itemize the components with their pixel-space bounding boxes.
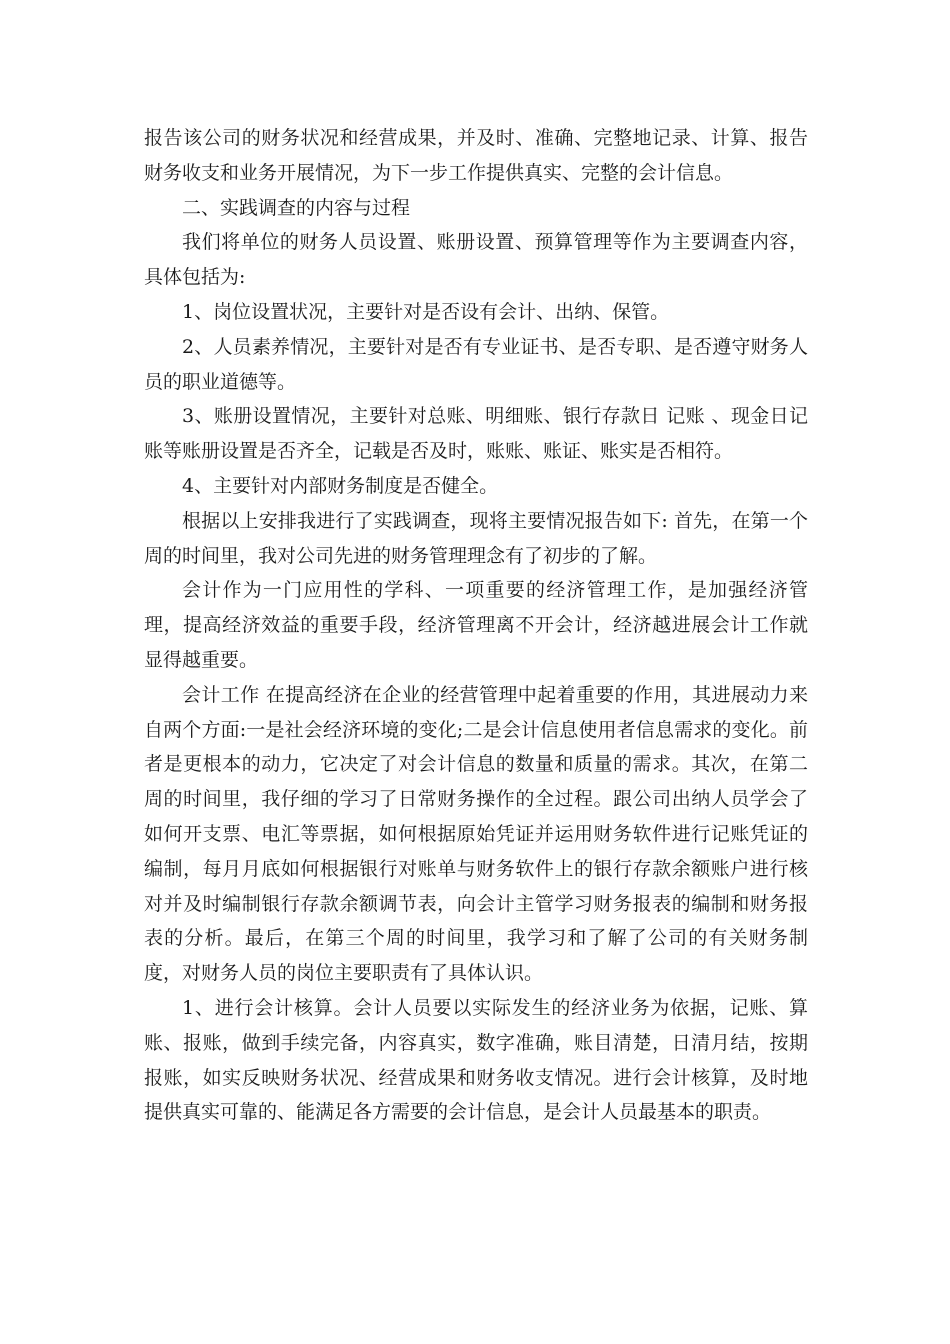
paragraph: 会计工作 在提高经济在企业的经营管理中起着重要的作用，其进展动力来自两个方面:一是社会经济环境的变化;二是会计信息使用者信息需求的变化。前者是更根本的动力，它决定了对会计信息的数量和质量的需求。其次，在第二周的时间里，我仔细的学习了日常财务操作的全过程。跟公司出纳人员学会了如何开支票、电汇等票据，如何根据原始凭证并运用财务软件进行记账凭证的编制，每月月底如何根据银行对账单与财务软件上的银行存款余额账户进行核对并及时编制银行存款余额调节表，向会计主管学习财务报表的编制和财务报表的分析。最后，在第三个周的时间里，我学习和了解了公司的有关财务制度，对财务人员的岗位主要职责有了具体认识。: [144, 683, 808, 985]
list-item: 3、账册设置情况，主要针对总账、明细账、银行存款日 记账 、现金日记账等账册设置是否齐全，记载是否及时，账账、账证、账实是否相符。: [144, 405, 808, 463]
document-body: [144, 121, 808, 1130]
list-item: 1、进行会计核算。会计人员要以实际发生的经济业务为依据，记账、算账、报账，做到手续完备，内容真实，数字准确，账目清楚，日清月结，按期报账，如实反映财务状况、经营成果和财务收支情况。进行会计核算，及时地提供真实可靠的、能满足各方需要的会计信息，是会计人员最基本的职责。: [144, 996, 808, 1124]
list-item: 1、岗位设置状况，主要针对是否设有会计、出纳、保管。: [182, 300, 670, 323]
paragraph: 会计作为一门应用性的学科、一项重要的经济管理工作，是加强经济管理，提高经济效益的重要手段，经济管理离不开会计，经济越进展会计工作就显得越重要。: [144, 579, 808, 671]
paragraph: 我们将单位的财务人员设置、账册设置、预算管理等作为主要调查内容，具体包括为:: [144, 231, 808, 289]
section-heading: 二、实践调查的内容与过程: [182, 196, 411, 219]
paragraph: 根据以上安排我进行了实践调查，现将主要情况报告如下: 首先，在第一个周的时间里，我对公司先进的财务管理理念有了初步的了解。: [144, 509, 808, 567]
list-item: 2、人员素养情况，主要针对是否有专业证书、是否专职、是否遵守财务人员的职业道德等。: [144, 335, 808, 393]
list-item: 4、主要针对内部财务制度是否健全。: [182, 474, 499, 497]
paragraph-continuation: 报告该公司的财务状况和经营成果，并及时、准确、完整地记录、计算、报告财务收支和业务开展情况，为下一步工作提供真实、完整的会计信息。: [144, 127, 808, 184]
